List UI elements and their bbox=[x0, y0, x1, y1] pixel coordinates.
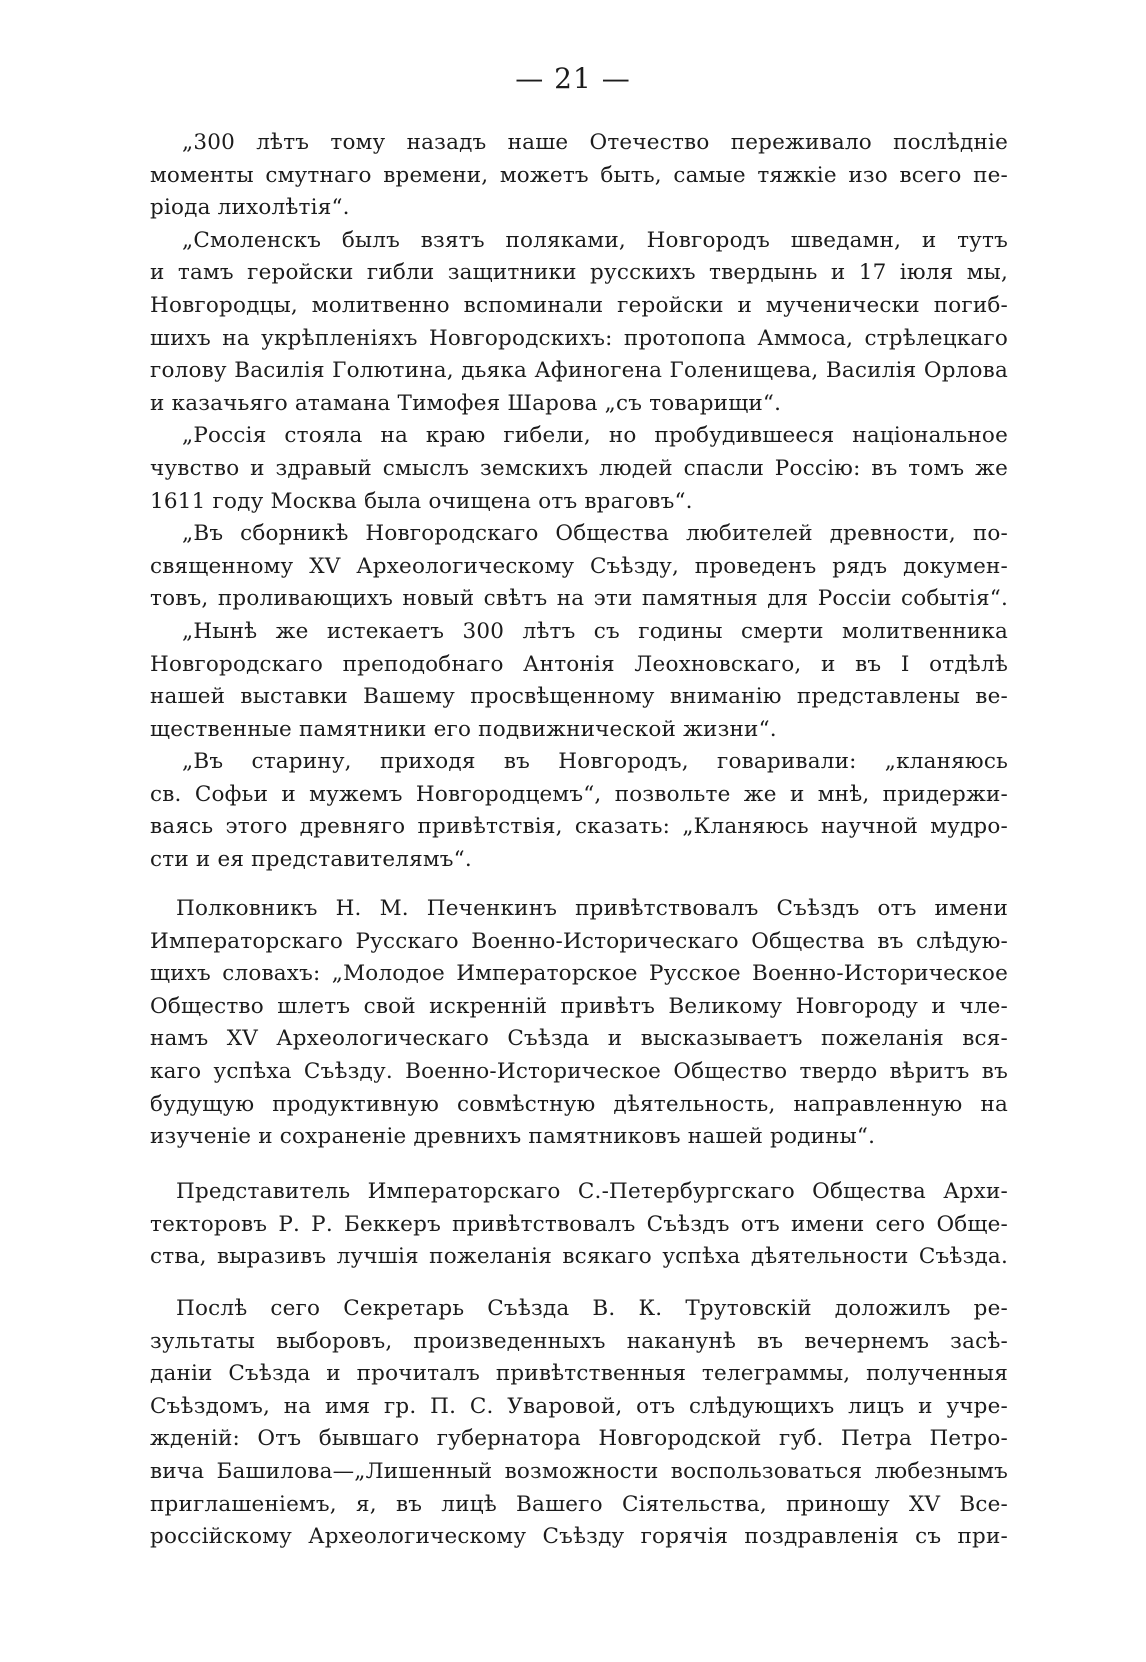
text-line: и тамъ геройски гибли защитники русскихъ твердынь и 17 iюля мы, bbox=[150, 260, 1008, 286]
page-number: — 21 — bbox=[515, 62, 631, 95]
text-line: шихъ на укрѣпленiяхъ Новгородскихъ: протопопа Аммоса, стрѣлецкаго bbox=[150, 325, 1008, 351]
text-line: намъ XV Археологическаго Съѣзда и высказываетъ пожеланiя вся- bbox=[150, 1026, 1008, 1052]
text-line: текторовъ Р. Р. Беккеръ привѣтствовалъ Съѣздъ отъ имени сего Обще- bbox=[150, 1211, 1008, 1237]
text-line: ваясь этого древняго привѣтствiя, сказать: „Кланяюсь научной мудро- bbox=[150, 814, 1008, 840]
text-line: „300 лѣтъ тому назадъ наше Отечество переживало послѣднiе bbox=[182, 130, 1008, 155]
text-line: голову Василiя Голютина, дьяка Афиногена Голенищева, Василiя Орлова bbox=[150, 358, 1008, 384]
text-line: будущую продуктивную совмѣстную дѣятельность, направленную на bbox=[150, 1091, 1008, 1117]
text-line: Представитель Императорскаго С.-Петербургскаго Общества Архи- bbox=[176, 1179, 1008, 1204]
text-line: Императорскаго Русскаго Военно-Историческаго Общества въ слѣдую- bbox=[150, 928, 1008, 954]
text-line: „Россiя стояла на краю гибели, но пробудившееся нацiональное bbox=[182, 423, 1008, 449]
text-line: „Въ сборникѣ Новгородскаго Общества любителей древности, по- bbox=[182, 521, 1008, 547]
text-line: моменты смутнаго времени, можетъ быть, самые тяжкiе изо всего пе- bbox=[150, 162, 1008, 188]
text-line: Послѣ сего Секретарь Съѣзда В. К. Трутовскiй доложилъ ре- bbox=[176, 1296, 1008, 1321]
text-line: Новгородскаго преподобнаго Антонiя Леохновскаго, и въ I отдѣлѣ bbox=[150, 651, 1008, 677]
text-line: „Въ старину, приходя въ Новгородъ, говаривали: „кланяюсь bbox=[182, 749, 1008, 775]
text-line: сти и ея представителямъ“. bbox=[150, 847, 472, 873]
text-line: вича Башилова—„Лишенный возможности воспользоваться любезнымъ bbox=[150, 1458, 1008, 1484]
text-line: зультаты выборовъ, произведенныхъ наканунѣ въ вечернемъ засѣ- bbox=[150, 1328, 1008, 1354]
text-line: чувство и здравый смыслъ земскихъ людей спасли Россiю: въ томъ же bbox=[150, 455, 1008, 481]
quoted-speech-block bbox=[150, 127, 1008, 877]
text-line: каго успѣха Съѣзду. Военно-Историческое Общество твердо вѣритъ въ bbox=[150, 1058, 1008, 1084]
text-line: „Нынѣ же истекаетъ 300 лѣтъ съ годины смерти молитвенника bbox=[182, 618, 1008, 644]
text-line: 1611 году Москва была очищена отъ враговъ“. bbox=[150, 488, 693, 514]
text-line: россiйскому Археологическому Съѣзду горячiя поздравленiя съ при- bbox=[150, 1524, 1008, 1550]
text-line: ства, выразивъ лучшiя пожеланiя всякаго успѣха дѣятельности Съѣзда. bbox=[150, 1244, 1008, 1270]
text-line: изученiе и сохраненiе древнихъ памятниковъ нашей родины“. bbox=[150, 1124, 876, 1150]
text-line: св. Софьи и мужемъ Новгородцемъ“, позвольте же и мнѣ, придержи- bbox=[150, 781, 1008, 807]
text-line: жденiй: Отъ бывшаго губернатора Новгородской губ. Петра Петро- bbox=[150, 1426, 1008, 1452]
text-line: щихъ словахъ: „Молодое Императорское Русское Военно-Историческое bbox=[150, 961, 1008, 987]
text-line: рiода лихолѣтiя“. bbox=[150, 195, 350, 221]
bekker-greeting-paragraph bbox=[150, 1176, 1008, 1274]
text-line: „Смоленскъ былъ взятъ поляками, Новгородъ шведамн, и тутъ bbox=[182, 227, 1008, 253]
trutovsky-report-paragraph bbox=[150, 1293, 1008, 1554]
text-line: щественные памятники его подвижнической жизни“. bbox=[150, 716, 777, 742]
text-line: Полковникъ Н. М. Печенкинъ привѣтствовалъ Съѣздъ отъ имени bbox=[176, 896, 1008, 921]
text-line: Съѣздомъ, на имя гр. П. С. Уваровой, отъ слѣдующихъ лицъ и учре- bbox=[150, 1393, 1008, 1419]
text-line: священному XV Археологическому Съѣзду, проведенъ рядъ докумен- bbox=[150, 553, 1008, 579]
text-line: товъ, проливающихъ новый свѣтъ на эти памятныя для Россiи событiя“. bbox=[150, 586, 1008, 612]
text-line: и казачьяго атамана Тимофея Шарова „съ товарищи“. bbox=[150, 390, 782, 416]
pechenkin-greeting-paragraph bbox=[150, 893, 1008, 1154]
text-line: нашей выставки Вашему просвѣщенному вниманiю представлены ве- bbox=[150, 684, 1008, 710]
text-line: Общество шлетъ свой искреннiй привѣтъ Великому Новгороду и чле- bbox=[150, 993, 1008, 1019]
text-line: приглашенiемъ, я, въ лицѣ Вашего Сiятельства, приношу XV Все- bbox=[150, 1491, 1008, 1517]
text-line: данiи Съѣзда и прочиталъ привѣтственныя телеграммы, полученныя bbox=[150, 1361, 1008, 1387]
text-line: Новгородцы, молитвенно вспоминали геройски и мученически погиб- bbox=[150, 292, 1008, 318]
